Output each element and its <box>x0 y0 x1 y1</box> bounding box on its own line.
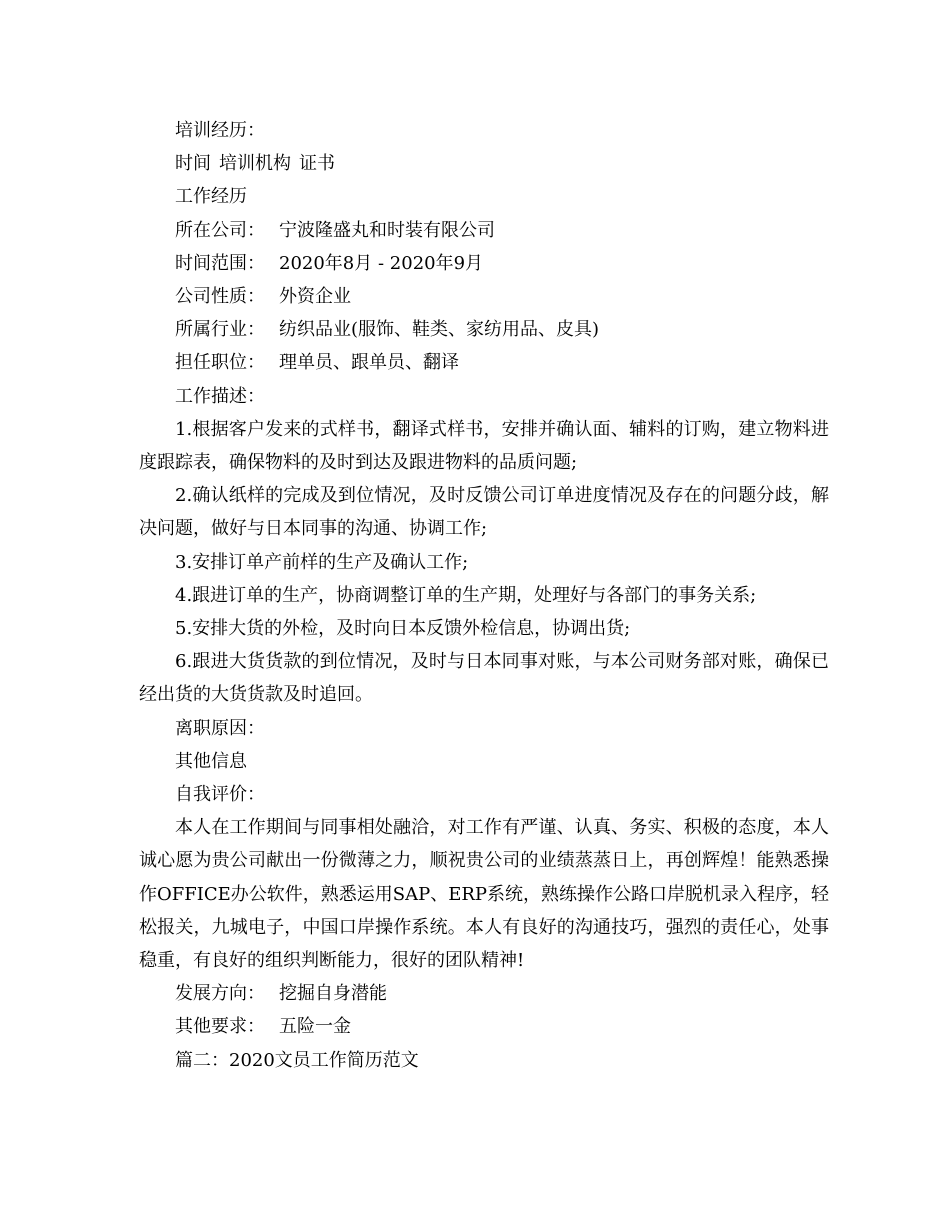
training-heading: 培训经历： <box>175 120 265 141</box>
company-value: 宁波隆盛丸和时装有限公司 <box>279 219 495 241</box>
leave-reason: 离职原因： <box>175 717 265 739</box>
nature-row <box>139 280 829 313</box>
period-value: 2020年8月 - 2020年9月 <box>279 252 484 274</box>
industry-value: 纺织品业(服饰、鞋类、家纺用品、皮具) <box>279 319 600 341</box>
position-label: 担任职位： <box>175 352 265 374</box>
nature-label: 公司性质： <box>175 286 265 308</box>
training-columns <box>139 147 829 180</box>
desc-item-6: 6.跟进大货货款的到位情况，及时与日本同事对账，与本公司财务部对账，确保已经出货的大货货款及时追回。 <box>139 651 829 706</box>
self-eval-text: 本人在工作期间与同事相处融洽，对工作有严谨、认真、务实、积极的态度，本人诚心愿为贵公司献出一份微薄之力，顺祝贵公司的业绩蒸蒸日上，再创辉煌！能熟悉操作OFFICE办公软件，熟悉运用SAP、ERP系统，熟练操作公路口岸脱机录入程序，轻松报关，九城电子，中国口岸操作系统。本人有良好的沟通技巧，强烈的责任心，处事稳重，有良好的组织判断能力，很好的团队精神! <box>139 817 829 972</box>
training-col-certificate: 证书 <box>299 153 335 175</box>
requirement-value: 五险一金 <box>279 1016 351 1038</box>
desc-item-2: 2.确认纸样的完成及到位情况，及时反馈公司订单进度情况及存在的问题分歧，解决问题，做好与日本同事的沟通、协调工作; <box>139 485 829 540</box>
next-section-heading: 篇二：2020文员工作简历范文 <box>175 1049 419 1071</box>
direction-row <box>139 977 829 1010</box>
desc-item-3: 3.安排订单产前样的生产及确认工作; <box>175 551 469 573</box>
work-heading: 工作经历 <box>175 186 247 208</box>
company-row <box>139 214 829 247</box>
period-row <box>139 247 829 280</box>
desc-item-1: 1.根据客户发来的式样书，翻译式样书，安排并确认面、辅料的订购，建立物料进度跟踪表，确保物料的及时到达及跟进物料的品质问题; <box>139 418 829 474</box>
self-eval-heading: 自我评价： <box>175 784 265 806</box>
position-row <box>139 346 829 379</box>
requirement-row <box>139 1010 829 1043</box>
training-col-institution: 培训机构 <box>219 153 291 175</box>
other-info-heading: 其他信息 <box>175 750 247 772</box>
company-label: 所在公司： <box>175 219 265 241</box>
desc-item-5: 5.安排大货的外检，及时向日本反馈外检信息，协调出货; <box>175 618 631 640</box>
direction-value: 挖掘自身潜能 <box>279 983 387 1005</box>
nature-value: 外资企业 <box>279 286 351 308</box>
industry-label: 所属行业： <box>175 319 265 341</box>
period-label: 时间范围： <box>175 252 265 274</box>
desc-heading: 工作描述： <box>175 385 265 407</box>
document-body <box>139 114 829 1077</box>
training-col-time: 时间 <box>175 153 211 175</box>
desc-item-4: 4.跟进订单的生产，协商调整订单的生产期，处理好与各部门的事务关系; <box>175 584 757 606</box>
position-value: 理单员、跟单员、翻译 <box>279 352 459 374</box>
requirement-label: 其他要求： <box>175 1016 265 1038</box>
direction-label: 发展方向： <box>175 983 265 1005</box>
industry-row <box>139 313 829 346</box>
